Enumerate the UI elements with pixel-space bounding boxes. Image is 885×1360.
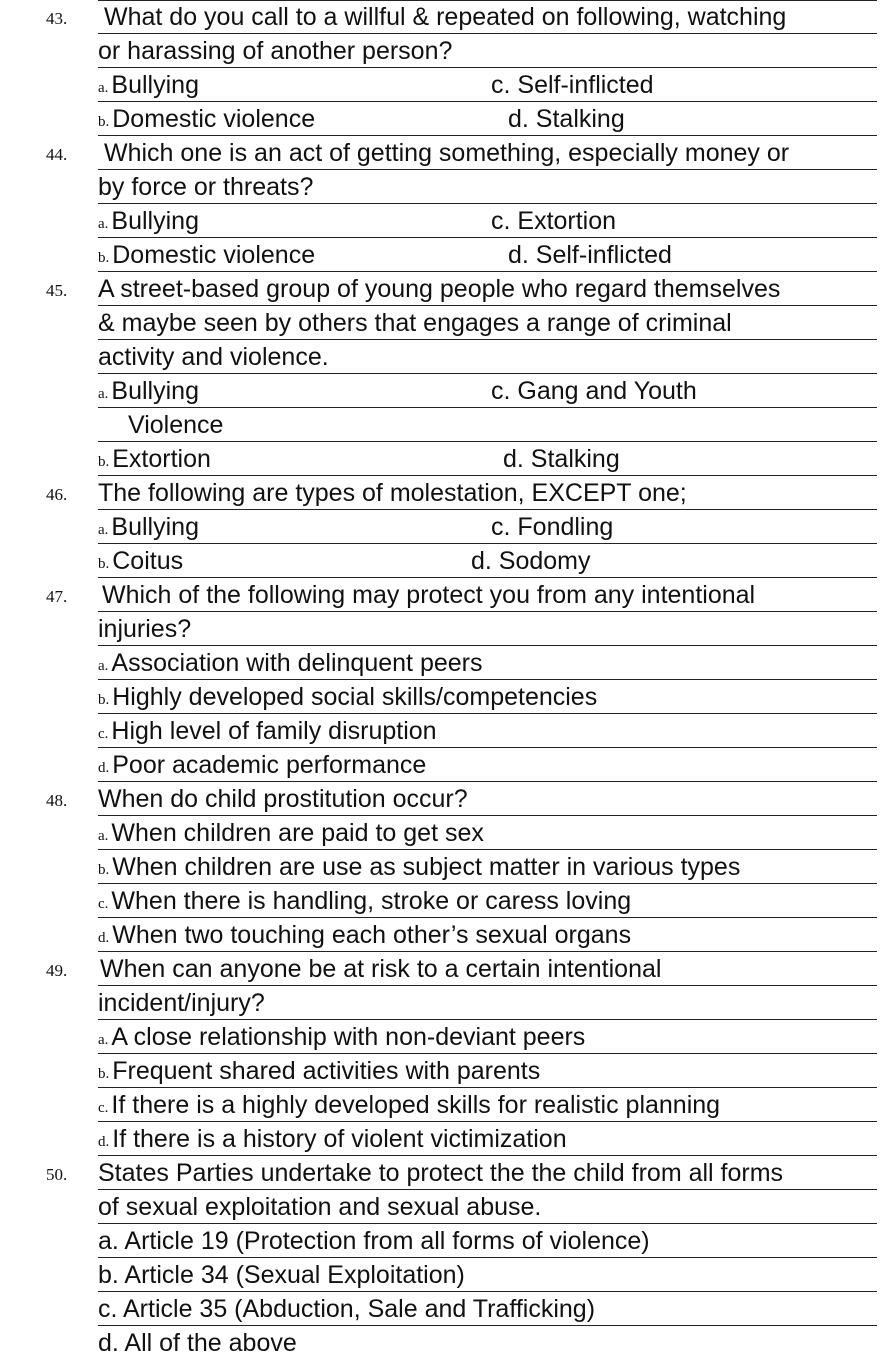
- choice-b: b. Domestic violence: [98, 105, 316, 133]
- question-line: [98, 34, 877, 68]
- question-number: 50.: [46, 1165, 68, 1184]
- choice-b: b. Domestic violence: [98, 241, 316, 269]
- choice-b: b. Article 34 (Sexual Exploitation): [98, 1261, 465, 1289]
- choice-a: a. Bullying: [98, 207, 199, 235]
- choice-d: d. If there is a history of violent victimization: [98, 1125, 567, 1153]
- choice-row: [98, 748, 877, 782]
- choice-c-continued: Violence: [128, 411, 224, 439]
- choice-a: a. Bullying: [98, 71, 199, 99]
- choice-c: c. If there is a highly developed skills for realistic planning: [98, 1091, 721, 1119]
- question-text: by force or threats?: [98, 173, 314, 201]
- question-line: [98, 1190, 877, 1224]
- choice-row: [98, 1054, 877, 1088]
- choice-c: c. Extortion: [491, 207, 617, 235]
- choice-d: d. All of the above: [98, 1329, 297, 1357]
- choice-b: b. When children are use as subject matter in various types: [98, 853, 741, 881]
- choice-b: b. Coitus: [98, 547, 184, 575]
- choice-d: d. Sodomy: [471, 547, 591, 575]
- choice-c: c. Article 35 (Abduction, Sale and Trafficking): [98, 1295, 596, 1323]
- question-number: 49.: [46, 961, 68, 980]
- question-text: States Parties undertake to protect the the child from all forms: [98, 1159, 784, 1187]
- question-text: of sexual exploitation and sexual abuse.: [98, 1193, 542, 1221]
- question-text: Which one is an act of getting something, especially money or: [104, 139, 790, 167]
- question-line: [98, 136, 877, 170]
- choice-row: [98, 714, 877, 748]
- choice-c: c. High level of family disruption: [98, 717, 437, 745]
- choice-row: [98, 544, 877, 578]
- choice-a: a. A close relationship with non-deviant peers: [98, 1023, 586, 1051]
- choice-c: c. Fondling: [491, 513, 614, 541]
- question-number: 46.: [46, 485, 68, 504]
- choice-d: d. When two touching each other’s sexual organs: [98, 921, 632, 949]
- question-line: [98, 578, 877, 612]
- choice-b: b. Frequent shared activities with parents: [98, 1057, 541, 1085]
- question-text: activity and violence.: [98, 343, 329, 371]
- choice-b: b. Extortion: [98, 445, 211, 473]
- choice-c: c. When there is handling, stroke or caress loving: [98, 887, 632, 915]
- question-number: 43.: [46, 9, 68, 28]
- question-text: The following are types of molestation, EXCEPT one;: [98, 479, 687, 507]
- question-number: 45.: [46, 281, 68, 300]
- question-line: [98, 986, 877, 1020]
- choice-row: [98, 1020, 877, 1054]
- choice-row: [98, 510, 877, 544]
- choice-row: [98, 1088, 877, 1122]
- choice-row: [98, 646, 877, 680]
- question-line: [98, 0, 877, 34]
- choice-a: a. Bullying: [98, 377, 199, 405]
- choice-c: c. Gang and Youth: [491, 377, 697, 405]
- choice-a: a. Association with delinquent peers: [98, 649, 483, 677]
- choice-row: [98, 204, 877, 238]
- choice-row: [98, 1224, 877, 1258]
- choice-row: [98, 850, 877, 884]
- choice-row: [98, 884, 877, 918]
- choice-row: [98, 374, 877, 408]
- choice-row: [98, 68, 877, 102]
- question-line: [98, 612, 877, 646]
- question-text: & maybe seen by others that engages a range of criminal: [98, 309, 732, 337]
- question-line: [98, 476, 877, 510]
- question-line: [98, 782, 877, 816]
- choice-row: [98, 1258, 877, 1292]
- choice-c: c. Self-inflicted: [491, 71, 654, 99]
- question-number: 44.: [46, 145, 68, 164]
- question-text: What do you call to a willful & repeated on following, watching: [104, 3, 787, 31]
- question-number: 48.: [46, 791, 68, 810]
- question-line: [98, 340, 877, 374]
- choice-row: [98, 680, 877, 714]
- question-line: [98, 952, 877, 986]
- choice-a: a. Bullying: [98, 513, 199, 541]
- choice-a: a. Article 19 (Protection from all forms of violence): [98, 1227, 650, 1255]
- choice-d: d. Self-inflicted: [508, 241, 672, 269]
- question-line: [98, 272, 877, 306]
- choice-d: d. Poor academic performance: [98, 751, 427, 779]
- question-text: incident/injury?: [98, 989, 265, 1017]
- choice-row: [98, 442, 877, 476]
- question-text: Which of the following may protect you from any intentional: [102, 581, 756, 609]
- choice-d: d. Stalking: [508, 105, 625, 133]
- choice-row: [98, 816, 877, 850]
- question-line: [98, 170, 877, 204]
- choice-row: [98, 238, 877, 272]
- choice-row: [98, 1122, 877, 1156]
- question-text: injuries?: [98, 615, 192, 643]
- choice-b: b. Highly developed social skills/competencies: [98, 683, 598, 711]
- choice-a: a. When children are paid to get sex: [98, 819, 484, 847]
- question-text: When can anyone be at risk to a certain intentional: [100, 955, 662, 983]
- choice-row: [98, 1326, 877, 1360]
- choice-row: [98, 1292, 877, 1326]
- choice-row: [98, 102, 877, 136]
- question-text: When do child prostitution occur?: [98, 785, 468, 813]
- question-text: or harassing of another person?: [98, 37, 453, 65]
- choice-row: [98, 408, 877, 442]
- question-text: A street-based group of young people who regard themselves: [98, 275, 781, 303]
- choice-d: d. Stalking: [503, 445, 620, 473]
- choice-row: [98, 918, 877, 952]
- question-number: 47.: [46, 587, 68, 606]
- question-line: [98, 1156, 877, 1190]
- question-line: [98, 306, 877, 340]
